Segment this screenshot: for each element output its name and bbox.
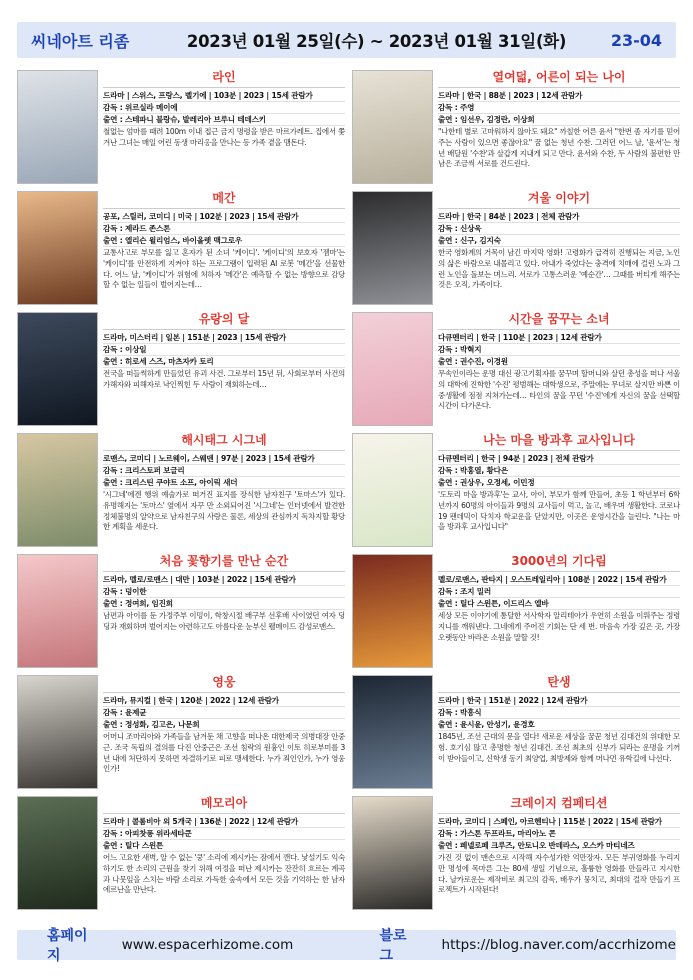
film-info	[103, 554, 345, 633]
film-meta: 다큐멘터리 | 한국 | 110분 | 2023 | 12세 관람가	[438, 329, 680, 343]
film-cast: 출연 : 정성화, 김고은, 나문희	[103, 718, 345, 730]
film-poster[interactable]	[17, 191, 98, 305]
film-card[interactable]	[17, 70, 345, 188]
film-title[interactable]: 시간을 꿈꾸는 소녀	[508, 312, 610, 326]
film-cast: 출연 : 임선우, 김정란, 이상희	[438, 113, 680, 125]
film-director: 감독 : 윤제균	[103, 706, 345, 718]
film-cast: 출연 : 권상우, 오정세, 이민정	[438, 476, 680, 488]
film-poster[interactable]	[352, 675, 433, 789]
film-card[interactable]	[17, 312, 345, 430]
film-director: 감독 : 아피찻퐁 위라세타쿤	[103, 827, 345, 839]
film-director: 감독 : 위르실라 메이에	[103, 101, 345, 113]
film-synopsis: 무속인이라는 운명 대신 광고기획자를 꿈꾸며 할머니와 살던 총성을 떠나 서울의 대학에 진학한 '수진' 평범해는 대학생으로, 주말에는 무녀로 살지만 바쁜 이중생활에 점점 지쳐가는데… 타인의 꿈을 꾸던 '수진'에게 자신의 꿈을 선택할 시간이 다가온다.	[438, 369, 680, 411]
film-meta: 공포, 스릴러, 코미디 | 미국 | 102분 | 2023 | 15세 관람가	[103, 208, 345, 222]
film-card[interactable]	[17, 675, 345, 793]
film-card[interactable]	[17, 191, 345, 309]
film-info	[438, 554, 680, 643]
film-synopsis: 교통사고로 부모를 잃고 혼자가 된 소녀 '케이디'. '케이디'의 보호자 '젬마'는 '케이디'를 안전하게 지켜야 하는 프로그램이 입력된 AI 로봇 '메간'을 선물한다. 어느 날, '케이디'가 위험에 처하자 '메간'은 예측할 수 없는 방향으로 감당할 수 없는 일들이 벌어지는데…	[103, 248, 345, 290]
film-poster[interactable]	[352, 191, 433, 305]
film-card[interactable]	[17, 796, 345, 914]
film-cast: 출연 : 히로세 스즈, 마츠자카 토리	[103, 355, 345, 367]
film-cast: 출연 : 신구, 김지숙	[438, 234, 680, 246]
film-meta: 드라마 | 한국 | 84분 | 2023 | 전체 관람가	[438, 208, 680, 222]
film-card[interactable]	[352, 554, 680, 672]
film-cast: 출연 : 권수진, 이경원	[438, 355, 680, 367]
film-director: 감독 : 신상욱	[438, 222, 680, 234]
film-poster[interactable]	[17, 312, 98, 426]
homepage-link[interactable]: www.espacerhizome.com	[121, 937, 294, 953]
film-info	[438, 191, 680, 291]
film-synopsis: 세상 모든 이야기에 통달한 서사학자 알리테아가 우연히 소원을 이뤄주는 정령 지니를 깨워낸다. 그네에게 주어진 기회는 단 세 번. 마음속 가장 깊은 곳, 가장 오랫동안 바라온 소원을 말할 것!	[438, 611, 680, 642]
blog-label: 블로그	[379, 928, 407, 964]
film-cast: 출연 : 엘리슨 윌리엄스, 바이올렛 맥그로우	[103, 234, 345, 246]
film-director: 감독 : 덩이한	[103, 585, 345, 597]
film-cast: 출연 : 틸다 스윈튼, 이드리스 엘바	[438, 597, 680, 609]
film-meta: 드라마 | 스위스, 프랑스, 벨기에 | 103분 | 2023 | 15세 관람가	[103, 87, 345, 101]
film-info	[103, 312, 345, 391]
film-cast: 출연 : 정여희, 임진희	[103, 597, 345, 609]
film-director: 감독 : 제라드 존스톤	[103, 222, 345, 234]
film-meta: 드라마, 멜로/로맨스 | 대만 | 103분 | 2022 | 15세 관람가	[103, 571, 345, 585]
film-meta: 드라마 | 한국 | 88분 | 2023 | 12세 관람가	[438, 87, 680, 101]
film-meta: 로맨스, 코미디 | 노르웨이, 스웨덴 | 97분 | 2023 | 15세 관람가	[103, 450, 345, 464]
film-meta: 드라마, 코미디 | 스페인, 아르헨티나 | 115분 | 2022 | 15세 관람가	[438, 813, 680, 827]
film-meta: 드라마, 미스터리 | 일본 | 151분 | 2023 | 15세 관람가	[103, 329, 345, 343]
film-director: 감독 : 조지 밀러	[438, 585, 680, 597]
film-cast: 출연 : 크리스틴 쿠야트 소프, 아이릭 새더	[103, 476, 345, 488]
film-synopsis: '도토리 마을 방과후'는 교사, 아이, 부모가 함께 만들어, 초등 1 학년부터 6학년까지 60명의 아이들과 9명의 교사들이 먹고, 놀고, 배우며 생활한다. 코로나19 팬데믹이 닥치자 학교운을 닫았지만, 이곳은 운영시간을 늘린다. "나는 마을 방과후 교사입니다"	[438, 490, 680, 532]
issue-number: 23-04	[610, 30, 662, 50]
film-title[interactable]: 메간	[212, 191, 236, 205]
film-poster[interactable]	[17, 796, 98, 910]
film-info	[103, 70, 345, 149]
homepage-label: 홈페이지	[47, 928, 88, 964]
film-synopsis: 가진 것 없이 맨손으로 시작해 자수성가한 억만장자. 모든 부귀영화를 누리지만 명성에 목마른 그는 80세 생일 기념으로, 훌륭한 영화를 만들라고 지시한다. 날카로운는 제작비로 최고의 감독, 배우가 뭉치고, 최대의 걸작 만들기 프로젝트가 시작된다!	[438, 853, 680, 895]
film-meta: 멜로/로맨스, 판타지 | 오스트레일리아 | 108분 | 2022 | 15세 관람가	[438, 571, 680, 585]
film-title[interactable]: 열여덟, 어른이 되는 나이	[492, 70, 626, 84]
film-title[interactable]: 해시태그 시그네	[181, 433, 267, 447]
film-poster[interactable]	[352, 554, 433, 668]
film-poster[interactable]	[352, 70, 433, 184]
film-info	[103, 433, 345, 533]
film-title[interactable]: 나는 마을 방과후 교사입니다	[483, 433, 635, 447]
film-director: 감독 : 주영	[438, 101, 680, 113]
film-info	[103, 675, 345, 775]
film-title[interactable]: 탄생	[547, 675, 571, 689]
film-meta: 드라마, 뮤지컬 | 한국 | 120분 | 2022 | 12세 관람가	[103, 692, 345, 706]
film-cast: 출연 : 페넬로페 크루즈, 안토니오 반데라스, 오스카 마티네즈	[438, 839, 680, 851]
film-title[interactable]: 메모리아	[200, 796, 248, 810]
film-meta: 다큐멘터리 | 한국 | 94분 | 2023 | 전체 관람가	[438, 450, 680, 464]
film-poster[interactable]	[17, 70, 98, 184]
film-synopsis: "나한테 별로 고마워하지 않아도 돼요" 까칠한 어른 윤서 "한번 좀 자기를 믿어주는 사람이 있으면 좋잖아요" 꿈 없는 청년 수찬. 그러던 어느 날, '윤서'는 청년 배달원 '수찬'과 살갑게 지내게 되고 만다. 윤서와 수찬, 두 사람의 불편한 만남은 조금씩 서로를 건드린다.	[438, 127, 680, 169]
film-card[interactable]	[352, 675, 680, 793]
film-cast: 출연 : 스테파니 블랑슈, 발레리아 브루니 테데스키	[103, 113, 345, 125]
footer-bar	[17, 928, 676, 964]
film-synopsis: '시그네'에겐 행위 예술가로 떠거진 표지를 장식한 남자친구 '토마스'가 있다. 유명해지는 '토마스' 옆에서 자꾸 만 소외되어진 '시그네'는 인터넷에서 발견한 정체불명의 알약으로 남자친구의 사랑은 물론, 세상의 관심까지 독차지할 황당한 계획을 세운다.	[103, 490, 345, 532]
schedule-dates: 2023년 01월 25일(수) ~ 2023년 01월 31일(화)	[186, 32, 567, 51]
film-card[interactable]	[352, 312, 680, 430]
film-title[interactable]: 영웅	[212, 675, 236, 689]
film-info	[438, 312, 680, 412]
film-info	[103, 191, 345, 291]
film-synopsis: 철없는 엄마를 때려 100m 이내 접근 금지 명령을 받은 마르가레트. 집에서 쫓겨난 그녀는 매일 어린 동생 마리옹을 만나는 등 가족 곁을 맴돈다.	[103, 127, 345, 147]
film-card[interactable]	[17, 433, 345, 551]
film-director: 감독 : 박홍열, 황다은	[438, 464, 680, 476]
film-info	[438, 675, 680, 764]
film-info	[103, 796, 345, 896]
film-title[interactable]: 겨울 이야기	[527, 191, 591, 205]
film-cast: 출연 : 틸다 스윈튼	[103, 839, 345, 851]
film-director: 감독 : 박흥식	[438, 706, 680, 718]
film-card[interactable]	[352, 70, 680, 188]
film-poster[interactable]	[17, 675, 98, 789]
film-poster[interactable]	[352, 433, 433, 547]
cinema-name: 씨네아트 리좀	[31, 31, 130, 51]
film-director: 감독 : 박혁지	[438, 343, 680, 355]
blog-link[interactable]: https://blog.naver.com/accrhizome	[441, 937, 676, 953]
film-meta: 드라마 | 한국 | 151분 | 2022 | 12세 관람가	[438, 692, 680, 706]
film-poster[interactable]	[17, 554, 98, 668]
film-director: 감독 : 가스톤 두프라트, 마리아노 콘	[438, 827, 680, 839]
film-synopsis: 어머니 조마리아와 가족들을 남겨둔 채 고향을 떠나온 대한제국 의병대장 안중근. 조국 독립의 결의를 다진 안중근은 조선 침략의 원흉인 이토 히로부미를 3년 내에 처단하지 못하면 자결하기로 피로 맹세한다. 누가 죄인인가, 누가 영웅인가!	[103, 732, 345, 774]
film-card[interactable]	[352, 796, 680, 914]
film-card[interactable]	[17, 554, 345, 672]
film-title[interactable]: 크레이지 컴페티션	[510, 796, 608, 810]
film-synopsis: 1845년, 조선 근대의 문을 열다! 새로운 세상을 꿈꾼 청년 김대건의 위대한 모험. 호기심 많고 총명한 청년 김대건. 조선 최초의 신부가 되라는 운명을 기꺼이 받아들이고, 신학생 동기 최양업, 최방제와 함께 머나먼 유학길에 나선다.	[438, 732, 680, 763]
film-info	[438, 70, 680, 170]
film-info	[438, 433, 680, 533]
film-poster[interactable]	[17, 433, 98, 547]
film-card[interactable]	[352, 191, 680, 309]
film-title[interactable]: 처음 꽃향기를 만난 순간	[159, 554, 289, 568]
film-cast: 출연 : 윤시윤, 안성기, 윤경호	[438, 718, 680, 730]
film-poster[interactable]	[352, 312, 433, 426]
film-card[interactable]	[352, 433, 680, 551]
film-title[interactable]: 3000년의 기다림	[511, 554, 607, 568]
film-synopsis: 한국 영화계의 거목이 남긴 마지막 영화! 고령화가 급격히 진행되는 지금, 노인의 삶은 바람으로 내몰리고 있다. 아내가 죽었다는 충격에 치매에 걸린 노과 그런 노인을 돌보는 며느리. 서로가 고통스러운 '예순간'… 그때를 버티게 해주는 것은 오직, 가족이다.	[438, 248, 680, 290]
film-director: 감독 : 크리스토퍼 보글리	[103, 464, 345, 476]
film-meta: 드라마 | 콜롬비아 외 5개국 | 136분 | 2022 | 12세 관람가	[103, 813, 345, 827]
film-synopsis: 전국을 떠들썩하게 만들었던 유괴 사건. 그로부터 15년 뒤, 사회로부터 사건의 가해자와 피해자로 낙인찍힌 두 사람이 재회하는데…	[103, 369, 345, 389]
header-bar	[17, 22, 676, 58]
film-poster[interactable]	[352, 796, 433, 910]
film-synopsis: 남편과 아이를 둔 가정주부 이밍이, 학창시절 배구부 선후배 사이였던 여자 딩딩과 재회하며 벌어지는 아련하고도 아름다운 눈부신 웰메이드 감성로맨스.	[103, 611, 345, 631]
film-director: 감독 : 이상일	[103, 343, 345, 355]
film-synopsis: 어느 고요한 새벽, 알 수 없는 '쿵' 소리에 제시카는 잠에서 깬다. 낯설기도 익숙하기도 한 소리의 근원을 찾기 위해 여정을 떠난 제시카는 잔잔히 흐르는 계곡과 나뭇잎을 스치는 바람 소리로 가득한 숲속에서 모든 것을 기억하는 한 남자 에르난을 만난다.	[103, 853, 345, 895]
film-title[interactable]: 유랑의 달	[198, 312, 250, 326]
film-info	[438, 796, 680, 896]
film-title[interactable]: 라인	[212, 70, 236, 84]
